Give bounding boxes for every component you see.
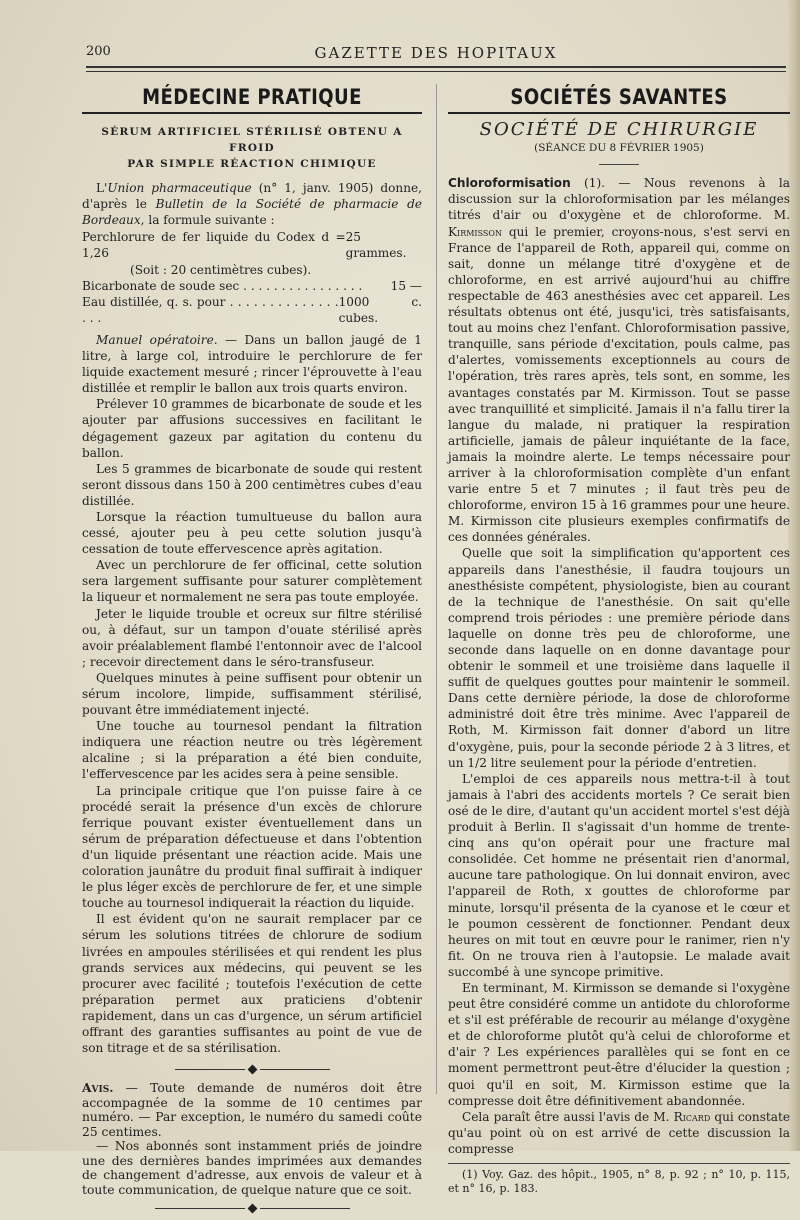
separator-line — [260, 1208, 350, 1209]
intro-bulletin: Bulletin de la Société de pharmacie de Bordeaux — [82, 197, 422, 228]
separator-ornament — [82, 1066, 422, 1073]
seance-date: (SÉANCE DU 8 FÉVRIER 1905) — [534, 142, 704, 155]
formula-label: Bicarbonate de soude sec . . . . . . . . . . . . . . . . — [82, 278, 363, 293]
lead-bold-title: Chloroformisation — [448, 176, 571, 191]
separator-line — [155, 1208, 245, 1209]
separator-ornament-bottom — [82, 1205, 422, 1212]
header-rule-bottom — [86, 71, 786, 72]
formula-qty: 15 — — [390, 278, 422, 293]
manuel-label: Manuel opératoire. — [96, 332, 218, 347]
intro-paragraph — [82, 180, 422, 228]
body-paragraph: L'emploi de ces appareils nous mettra-t-il à tout jamais à l'abri des accidents mortels ? Ce serait bien osé de le dire, d'autant qu'un accident mortel s'est déjà produit à Berlin. Il s'agissait d'un homme de trente-cinq ans qu'on opérait pour une fracture mal consolidée. Cet homme ne présentait rien d'anormal, aucune tare pathologique. On lui donnait environ, avec l'appareil de Roth, x gouttes de chloroforme par minute, lorsqu'il présenta de la cyanose et le cœur et le poumon cessèrent de fonctionner. Pendant deux heures on mit tout en œuvre pour le ranimer, rien n'y fit. On ne trouva rien à l'autopsie. Le malade avait succombé à une syncope primitive. — [448, 771, 790, 979]
article-title — [82, 124, 422, 172]
section-rule-right — [448, 112, 790, 114]
separator-line — [175, 1069, 245, 1070]
formula-label: Eau distillée, q. s. pour . . . . . . . . . . . . . . . . . — [82, 294, 339, 325]
formula-qty: 1000 c. cubes. — [338, 294, 422, 325]
avis-paragraph — [82, 1081, 422, 1139]
formula-row — [82, 262, 422, 278]
header-rule-top — [86, 66, 786, 68]
separator-line — [260, 1069, 330, 1070]
formula-block — [82, 229, 422, 326]
left-column — [82, 84, 422, 1220]
name-kirmisson: Kirmisson — [448, 224, 502, 239]
footnote-rule — [448, 1163, 790, 1164]
last-paragraph — [448, 1109, 790, 1157]
diamond-ornament-icon — [247, 1065, 257, 1075]
body-paragraph: Quelle que soit la simplification qu'apportent ces appareils dans l'anesthésie, il faudra toujours un anesthésiste compétent, physiologiste, bien au courant de la technique de l'anesthésie. On sait qu'elle comprend trois périodes : une première période dans laquelle on donne très peu de chloroforme, une seconde dans laquelle on en donne davantage pour obtenir le sommeil et une troisième dans laquelle il suffit de quelques gouttes pour maintenir le sommeil. Dans cette dernière période, la dose de chloroforme administré doit être très minime. Avec l'appareil de Roth, M. Kirmisson fait donner d'abord un litre d'oxygène, puis, pour la seconde période 2 à 3 litres, et un 1/2 litre seulement pour la période d'entretien. — [448, 546, 790, 770]
footnote: (1) Voy. Gaz. des hôpit., 1905, n° 8, p. 92 ; n° 10, p. 115, et n° 16, p. 183. — [448, 1168, 790, 1195]
avis-paragraph-2: — Nos abonnés sont instamment priés de joindre une des dernières bandes imprimées aux demandes de changement d'adresse, aux envois de valeur et à toute communication, de quelque nature que ce soit. — [82, 1139, 422, 1197]
intro-a: L' — [96, 181, 108, 196]
right-column — [448, 84, 790, 1196]
formula-qty: 25 grammes. — [345, 230, 407, 261]
section-title-societes: SOCIÉTÉS SAVANTES — [510, 85, 728, 109]
body-paragraph: Les 5 grammes de bicarbonate de soude qui restent seront dissous dans 150 à 200 centimètres cubes d'eau distillée. — [82, 461, 422, 508]
page-header — [86, 44, 786, 64]
body-paragraph: Jeter le liquide trouble et ocreux sur filtre stérilisé ou, à défaut, sur un tampon d'ouate stérilisé après avoir préalablement flambé l'entonnoir avec de l'alcool ; recevoir directement dans le séro-transfuseur. — [82, 606, 422, 669]
section-title-medecine: MÉDECINE PRATIQUE — [142, 85, 362, 109]
formula-row — [82, 278, 422, 294]
name-ricard: Ricard — [673, 1109, 711, 1124]
formula-label: Perchlorure de fer liquide du Codex d = 1,26 — [82, 230, 346, 261]
article-title-line-1: SÉRUM ARTIFICIEL STÉRILISÉ OBTENU A FROID — [101, 126, 403, 155]
lead-rest: (1). — Nous revenons à la discussion sur la chloroformisation par les mélanges titrés d'air ou d'oxygène et de chloroforme. M. — [448, 176, 790, 223]
avis-text: — Toute demande de numéros doit être accompagnée de la somme de 10 centimes par numéro. — Par exception, le numéro du samedi coûte 25 centimes. — [82, 1081, 422, 1139]
formula-label: (Soit : 20 centimètres cubes). — [130, 262, 312, 277]
last-b: qui constate qu'au point où on est arrivé de cette discussion la compresse — [448, 1109, 790, 1156]
lead-rest-2: qui le premier, croyons-nous, s'est servi en France de l'appareil de Roth, appareil qui, comme on sait, donne un mélange titré d'oxygène et de chloroforme, en est arrivé aujourd'hui au chiffre respectable de 463 anesthésies avec cet appareil. Les résultats obtenus ont été, jusqu'ici, très satisfaisants, tout au moins chez l'enfant. Chloroformisation passive, tranquille, sans période d'excitation, pouls calme, pas d'alertes, vomissements exceptionnels au cours de l'opération, très rares après, tels sont, en somme, les avantages constatés par M. Kirmisson. Tout se passe avec tranquillité et simplicité. Jamais il n'a fallu tirer la langue du malade, ni pratiquer la respiration artificielle, jamais de pâleur inquiétante de la face, jamais la moindre alerte. Le temps nécessaire pour arriver à la chloroformisation complète d'un enfant varie entre 5 et 7 minutes ; il faut très peu de chloroforme, environ 15 à 16 grammes pour une heure. M. Kirmisson cite plusieurs exemples confirmatifs de ces données générales. — [448, 224, 790, 545]
body-paragraph: Une touche au tournesol pendant la filtration indiquera une réaction neutre ou très légèrement alcaline ; si la préparation a été bien conduite, l'effervescence par les acides sera à peine sensible. — [82, 719, 422, 782]
diamond-ornament-icon — [247, 1204, 257, 1214]
body-paragraph: Quelques minutes à peine suffisent pour obtenir un sérum incolore, limpide, suffisamment stérilisé, pouvant être immédiatement injecté. — [82, 670, 422, 718]
intro-journal: Union pharmaceutique — [107, 181, 252, 196]
avis-block — [82, 1081, 422, 1197]
body-paragraph: Prélever 10 grammes de bicarbonate de soude et les ajouter par affusions successives en facilitant le dégagement gazeux par agitation du contenu du ballon. — [82, 397, 422, 460]
manuel-text: — Dans un ballon jaugé de 1 litre, à large col, introduire le perchlorure de fer liquide exactement mesuré ; rincer l'éprouvette à l'eau distillée et remplir le ballon aux trois quarts environ. — [82, 332, 422, 396]
body-paragraph: Il est évident qu'on ne saurait remplacer par ce sérum les solutions titrées de chlorure de sodium livrées en ampoules stérilisées et qui rendent les plus grands services aux médecins, qui peuvent se les procurer avec facilité ; toutefois l'exécution de cette préparation permet aux praticiens d'obtenir rapidement, dans un cas d'urgence, un sérum artificiel offrant des garanties suffisantes au point de vue de son titrage et de sa stérilisation. — [82, 912, 422, 1056]
intro-e: , la formule suivante : — [140, 213, 275, 228]
article-title-line-2: PAR SIMPLE RÉACTION CHIMIQUE — [127, 158, 377, 171]
body-paragraph: En terminant, M. Kirmisson se demande si l'oxygène peut être considéré comme un antidote du chloroforme et s'il est préférable de recourir au mélange d'oxygène et de chloroforme plutôt qu'à celui de chloroforme et d'air ? Les expériences parallèles qui se font en ce moment permettront peut-être d'élucider la question ; quoi qu'il en soit, M. Kirmisson estime que la compresse doit être définitivement abandonnée. — [448, 980, 790, 1108]
journal-title: GAZETTE DES HOPITAUX — [314, 44, 558, 62]
body-paragraph: La principale critique que l'on puisse faire à ce procédé serait la présence d'un excès de chlorure ferrique pouvant exister éventuellement dans un sérum de préparation défectueuse et dans l'obtention d'un liquide présentant une réaction acide. Mais une coloration jaunâtre du produit final suffirait à indiquer le plus léger excès de perchlorure de fer, et une simple touche au tournesol indiquerait la réaction du liquide. — [82, 783, 422, 911]
intro-c: (n° 1, janv. 1905) donne, d'après le — [82, 181, 422, 212]
manuel-paragraph — [82, 332, 422, 396]
page-number: 200 — [86, 44, 111, 59]
formula-row — [82, 229, 422, 261]
column-divider — [436, 84, 437, 1094]
body-paragraph: Avec un perchlorure de fer officinal, cette solution sera largement suffisante pour saturer complètement la liqueur et normalement ne sera pas toute employée. — [82, 558, 422, 605]
section-rule-left — [82, 112, 422, 114]
avis-label: Avis. — [82, 1080, 114, 1096]
formula-row — [82, 294, 422, 326]
society-name: SOCIÉTÉ DE CHIRURGIE — [479, 119, 759, 141]
lead-paragraph — [448, 175, 790, 545]
last-a: Cela paraît être aussi l'avis de M. — [462, 1109, 674, 1124]
seance-rule — [599, 164, 639, 165]
body-paragraph: Lorsque la réaction tumultueuse du ballon aura cessé, ajouter peu à peu cette solution jusqu'à cessation de toute effervescence après agitation. — [82, 509, 422, 557]
